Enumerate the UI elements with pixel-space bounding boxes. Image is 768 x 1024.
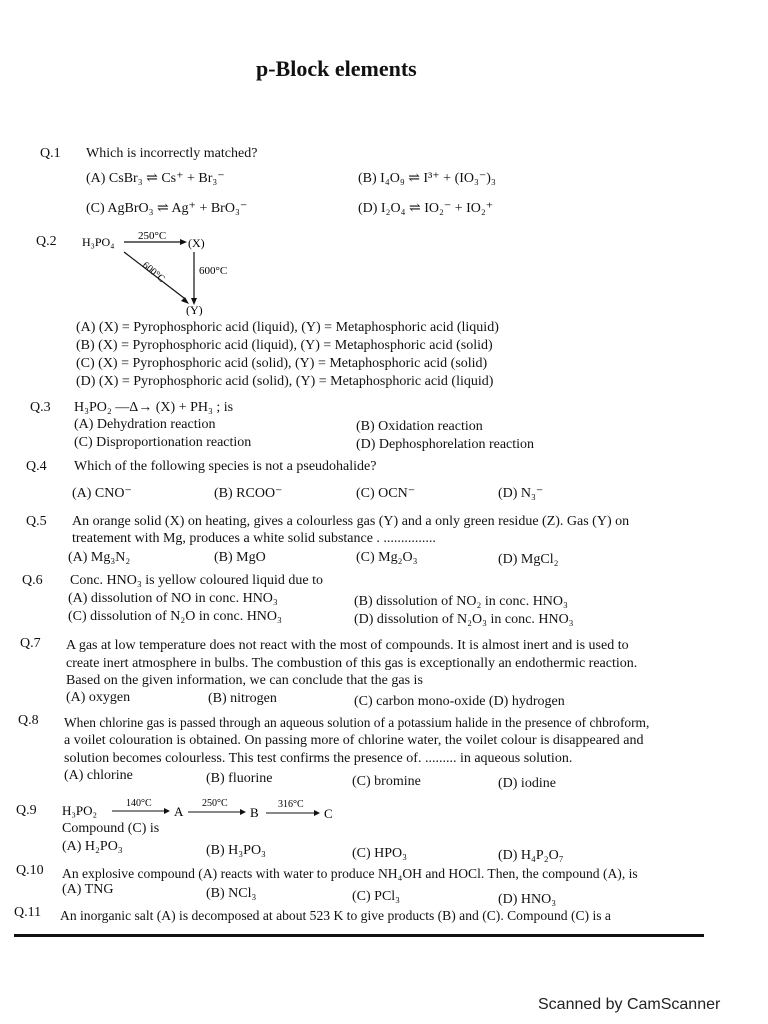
reaction-scheme [80,226,260,316]
question-text-line: treatement with Mg, produces a white solid substance . ............... [72,531,436,546]
question-text: H₃PO₂ —Δ→ (X) + PH₃ ; is [74,400,234,415]
option-d: (D) N₃⁻ [498,486,544,501]
option-c: (C) Disproportionation reaction [74,435,252,450]
option-b: (B) MgO [214,550,266,565]
page-title: p-Block elements [256,56,417,81]
option-c: (C) PCl₃ [352,889,401,904]
question-number: Q.1 [40,146,61,161]
question-text-line: create inert atmosphere in bulbs. The combustion of this gas is exceptionally an endothermic reaction. [66,656,638,671]
scheme-condition: 316°C [278,799,304,810]
question-number: Q.7 [20,636,41,651]
option-a: (A) TNG [62,882,114,897]
option-c: (C) AgBrO₃ ⇌ Ag⁺ + BrO₃⁻ [86,201,248,216]
scheme-condition: 250°C [202,798,228,809]
option-b: (B) dissolution of NO₂ in conc. HNO₃ [354,594,568,609]
option-b: (B) NCl₃ [206,886,257,901]
option-a: (A) (X) = Pyrophosphoric acid (liquid), (Y) = Metaphosphoric acid (liquid) [76,320,499,335]
option-b: (B) Oxidation reaction [356,419,483,434]
question-number: Q.11 [14,905,42,920]
question-number: Q.6 [22,573,43,588]
option-b: (B) I₄O₉ ⇌ I³⁺ + (IO₃⁻)₃ [358,171,496,186]
option-d: (D) dissolution of N₂O₃ in conc. HNO₃ [354,612,574,627]
scheme-top-condition: 250°C [138,230,167,242]
question-text: Compound (C) is [62,821,160,836]
option-a: (A) CNO⁻ [72,486,132,501]
question-text: Conc. HNO₃ is yellow coloured liquid due to [70,573,323,588]
question-number: Q.4 [26,459,47,474]
option-a: (A) dissolution of NO in conc. HNO₃ [68,591,278,606]
reaction-scheme [62,795,352,821]
option-c: (C) OCN⁻ [356,486,416,501]
question-text: An inorganic salt (A) is decomposed at about 523 K to give products (B) and (C). Compound (C) is a [60,908,611,923]
scheme-y: (Y) [186,303,203,316]
option-b: (B) RCOO⁻ [214,486,283,501]
option-c: (C) HPO₃ [352,846,408,861]
option-a: (A) Dehydration reaction [74,417,216,432]
option-d: (D) Dephosphorelation reaction [356,437,535,452]
question-number: Q.8 [18,713,39,728]
option-a: (A) H₂PO₃ [62,839,123,854]
scheme-product: B [250,805,259,820]
question-text-line: When chlorine gas is passed through an aqueous solution of a potassium halide in the presence of chbroform, [64,715,650,730]
option-d: (D) (X) = Pyrophosphoric acid (solid), (Y) = Metaphosphoric acid (liquid) [76,374,494,389]
option-d: (D) MgCl₂ [498,552,559,567]
option-c: (C) Mg₂O₃ [356,550,418,565]
option-a: (A) oxygen [66,690,131,705]
option-b: (B) (X) = Pyrophosphoric acid (liquid), (Y) = Metaphosphoric acid (solid) [76,338,493,353]
option-b: (B) H₃PO₃ [206,843,266,858]
scheme-reactant: H₃PO₂ [62,803,98,818]
question-text-line: Based on the given information, we can conclude that the gas is [66,673,423,688]
scheme-product: C [324,806,333,821]
scheme-x: (X) [188,236,205,250]
question-text-line: A gas at low temperature does not react with the most of compounds. It is almost inert and is used to [66,638,629,653]
option-d: (D) H₄P₂O₇ [498,848,564,863]
question-number: Q.9 [16,803,37,818]
option-d: (D) HNO₃ [498,892,557,907]
option-b: (B) nitrogen [208,691,277,706]
option-c: (C) bromine [352,774,421,789]
option-a: (A) chlorine [64,768,133,783]
divider [14,934,704,937]
question-text-line: a voilet colouration is obtained. On passing more of chlorine water, the voilet colour is disappeared and [64,733,644,748]
option-a: (A) CsBr₃ ⇌ Cs⁺ + Br₃⁻ [86,171,225,186]
question-number: Q.2 [36,234,57,249]
scanner-watermark: Scanned by CamScanner [538,996,721,1013]
question-number: Q.3 [30,400,51,415]
option-c: (C) (X) = Pyrophosphoric acid (solid), (Y) = Metaphosphoric acid (solid) [76,356,488,371]
scheme-condition: 140°C [126,798,152,809]
question-text-line: solution becomes colourless. This test confirms the presence of. ......... in aqueous solution. [64,751,573,766]
option-d: (D) I₂O₄ ⇌ IO₂⁻ + IO₂⁺ [358,201,494,216]
option-c: (C) dissolution of N₂O in conc. HNO₃ [68,609,282,624]
option-b: (B) fluorine [206,771,273,786]
question-number: Q.5 [26,514,47,529]
option-a: (A) Mg₃N₂ [68,550,131,565]
scheme-reactant: H₃PO₄ [82,235,115,249]
option-c: (C) carbon mono-oxide (D) hydrogen [354,694,565,709]
scheme-diag-condition: 600°C [140,259,167,285]
option-d: (D) iodine [498,776,556,791]
question-text-line: An orange solid (X) on heating, gives a colourless gas (Y) and a only green residue (Z). Gas (Y) on [72,514,630,529]
question-text: Which is incorrectly matched? [86,146,258,161]
question-text: Which of the following species is not a pseudohalide? [74,459,377,474]
question-number: Q.10 [16,863,44,878]
scheme-down-condition: 600°C [199,265,228,277]
question-text: An explosive compound (A) reacts with water to produce NH₄OH and HOCl. Then, the compound (A), is [62,866,638,881]
scheme-product: A [174,804,184,819]
